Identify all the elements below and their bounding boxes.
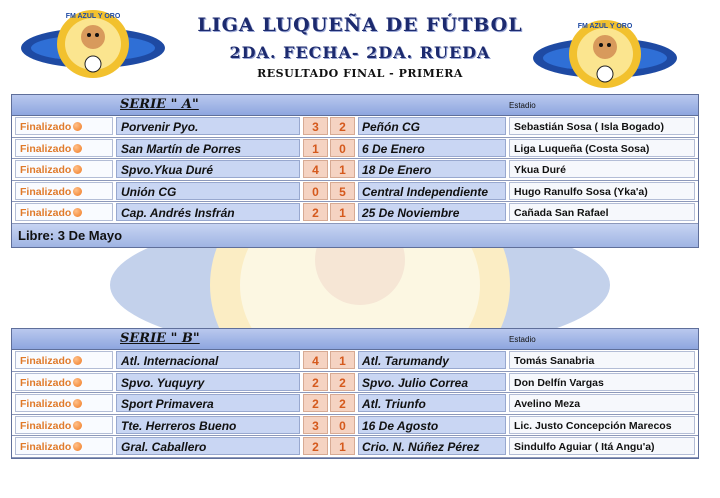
status-dot-icon bbox=[73, 378, 82, 387]
home-team: San Martín de Porres bbox=[116, 139, 300, 157]
away-team: 18 De Enero bbox=[358, 160, 506, 178]
serie-b-table bbox=[11, 328, 699, 459]
stadium-column-header: Estadio bbox=[509, 335, 536, 344]
away-team: 6 De Enero bbox=[358, 139, 506, 157]
home-score: 4 bbox=[303, 351, 328, 369]
away-score: 1 bbox=[330, 160, 355, 178]
serie-b-label: SERIE " B" bbox=[120, 331, 200, 346]
away-score: 1 bbox=[330, 203, 355, 221]
club-logo-left bbox=[18, 4, 168, 84]
status-dot-icon bbox=[73, 208, 82, 217]
status-badge: Finalizado bbox=[15, 373, 113, 391]
away-team: Spvo. Julio Correa bbox=[358, 373, 506, 391]
home-team: Tte. Herreros Bueno bbox=[116, 416, 300, 434]
stadium: Don Delfín Vargas bbox=[509, 373, 695, 391]
status-badge: Finalizado bbox=[15, 437, 113, 455]
stadium: Tomás Sanabria bbox=[509, 351, 695, 369]
serie-a-header bbox=[12, 95, 698, 116]
home-team: Atl. Internacional bbox=[116, 351, 300, 369]
home-score: 3 bbox=[303, 416, 328, 434]
page-subtitle: 2DA. FECHA- 2DA. RUEDA bbox=[229, 43, 491, 62]
away-team: Atl. Tarumandy bbox=[358, 351, 506, 369]
away-team: Central Independiente bbox=[358, 182, 506, 200]
away-team: Atl. Triunfo bbox=[358, 394, 506, 412]
stadium: Lic. Justo Concepción Marecos bbox=[509, 416, 695, 434]
home-score: 2 bbox=[303, 373, 328, 391]
home-score: 2 bbox=[303, 394, 328, 412]
away-score: 2 bbox=[330, 394, 355, 412]
stadium-column-header: Estadio bbox=[509, 101, 536, 110]
match-row bbox=[12, 415, 698, 437]
home-team: Spvo.Ykua Duré bbox=[116, 160, 300, 178]
home-score: 3 bbox=[303, 117, 328, 135]
status-badge: Finalizado bbox=[15, 351, 113, 369]
logo-right-text: FM AZUL Y ORO bbox=[577, 23, 633, 30]
away-score: 0 bbox=[330, 416, 355, 434]
home-team: Sport Primavera bbox=[116, 394, 300, 412]
page-caption: RESULTADO FINAL - PRIMERA bbox=[257, 67, 463, 80]
away-score: 0 bbox=[330, 139, 355, 157]
logo-left-text: FM AZUL Y ORO bbox=[65, 13, 121, 20]
away-score: 1 bbox=[330, 351, 355, 369]
status-dot-icon bbox=[73, 421, 82, 430]
status-dot-icon bbox=[73, 122, 82, 131]
stadium: Sebastián Sosa ( Isla Bogado) bbox=[509, 117, 695, 135]
status-dot-icon bbox=[73, 144, 82, 153]
match-row bbox=[12, 350, 698, 372]
home-team: Cap. Andrés Insfrán bbox=[116, 203, 300, 221]
away-team: Crio. N. Núñez Pérez bbox=[358, 437, 506, 455]
serie-b-header bbox=[12, 329, 698, 350]
status-dot-icon bbox=[73, 442, 82, 451]
stadium: Sindulfo Aguiar ( Itá Angu'a) bbox=[509, 437, 695, 455]
away-score: 2 bbox=[330, 373, 355, 391]
home-score: 2 bbox=[303, 203, 328, 221]
page-title: LIGA LUQUEÑA DE FÚTBOL bbox=[197, 14, 523, 36]
serie-a-label: SERIE " A" bbox=[120, 97, 199, 112]
away-team: 16 De Agosto bbox=[358, 416, 506, 434]
stadium: Liga Luqueña (Costa Sosa) bbox=[509, 139, 695, 157]
home-team: Spvo. Yuquyry bbox=[116, 373, 300, 391]
status-dot-icon bbox=[73, 187, 82, 196]
stadium: Cañada San Rafael bbox=[509, 203, 695, 221]
status-dot-icon bbox=[73, 399, 82, 408]
status-badge: Finalizado bbox=[15, 182, 113, 200]
away-team: Peñón CG bbox=[358, 117, 506, 135]
home-team: Porvenir Pyo. bbox=[116, 117, 300, 135]
away-score: 5 bbox=[330, 182, 355, 200]
home-score: 0 bbox=[303, 182, 328, 200]
status-badge: Finalizado bbox=[15, 394, 113, 412]
away-score: 1 bbox=[330, 437, 355, 455]
match-row bbox=[12, 159, 698, 181]
away-team: 25 De Noviembre bbox=[358, 203, 506, 221]
stadium: Avelino Meza bbox=[509, 394, 695, 412]
status-badge: Finalizado bbox=[15, 139, 113, 157]
stadium: Hugo Ranulfo Sosa (Yka'a) bbox=[509, 182, 695, 200]
away-score: 2 bbox=[330, 117, 355, 135]
status-badge: Finalizado bbox=[15, 117, 113, 135]
home-team: Unión CG bbox=[116, 182, 300, 200]
club-logo-right bbox=[530, 14, 680, 94]
status-badge: Finalizado bbox=[15, 416, 113, 434]
serie-a-table bbox=[11, 94, 699, 248]
stadium: Ykua Duré bbox=[509, 160, 695, 178]
match-row bbox=[12, 138, 698, 160]
status-dot-icon bbox=[73, 165, 82, 174]
status-dot-icon bbox=[73, 356, 82, 365]
home-team: Gral. Caballero bbox=[116, 437, 300, 455]
home-score: 4 bbox=[303, 160, 328, 178]
match-row bbox=[12, 116, 698, 138]
bye-team-note: Libre: 3 De Mayo bbox=[12, 224, 698, 247]
match-row bbox=[12, 393, 698, 415]
match-row bbox=[12, 181, 698, 203]
home-score: 2 bbox=[303, 437, 328, 455]
status-badge: Finalizado bbox=[15, 203, 113, 221]
match-row bbox=[12, 372, 698, 394]
match-row bbox=[12, 436, 698, 458]
home-score: 1 bbox=[303, 139, 328, 157]
status-badge: Finalizado bbox=[15, 160, 113, 178]
match-row bbox=[12, 202, 698, 224]
